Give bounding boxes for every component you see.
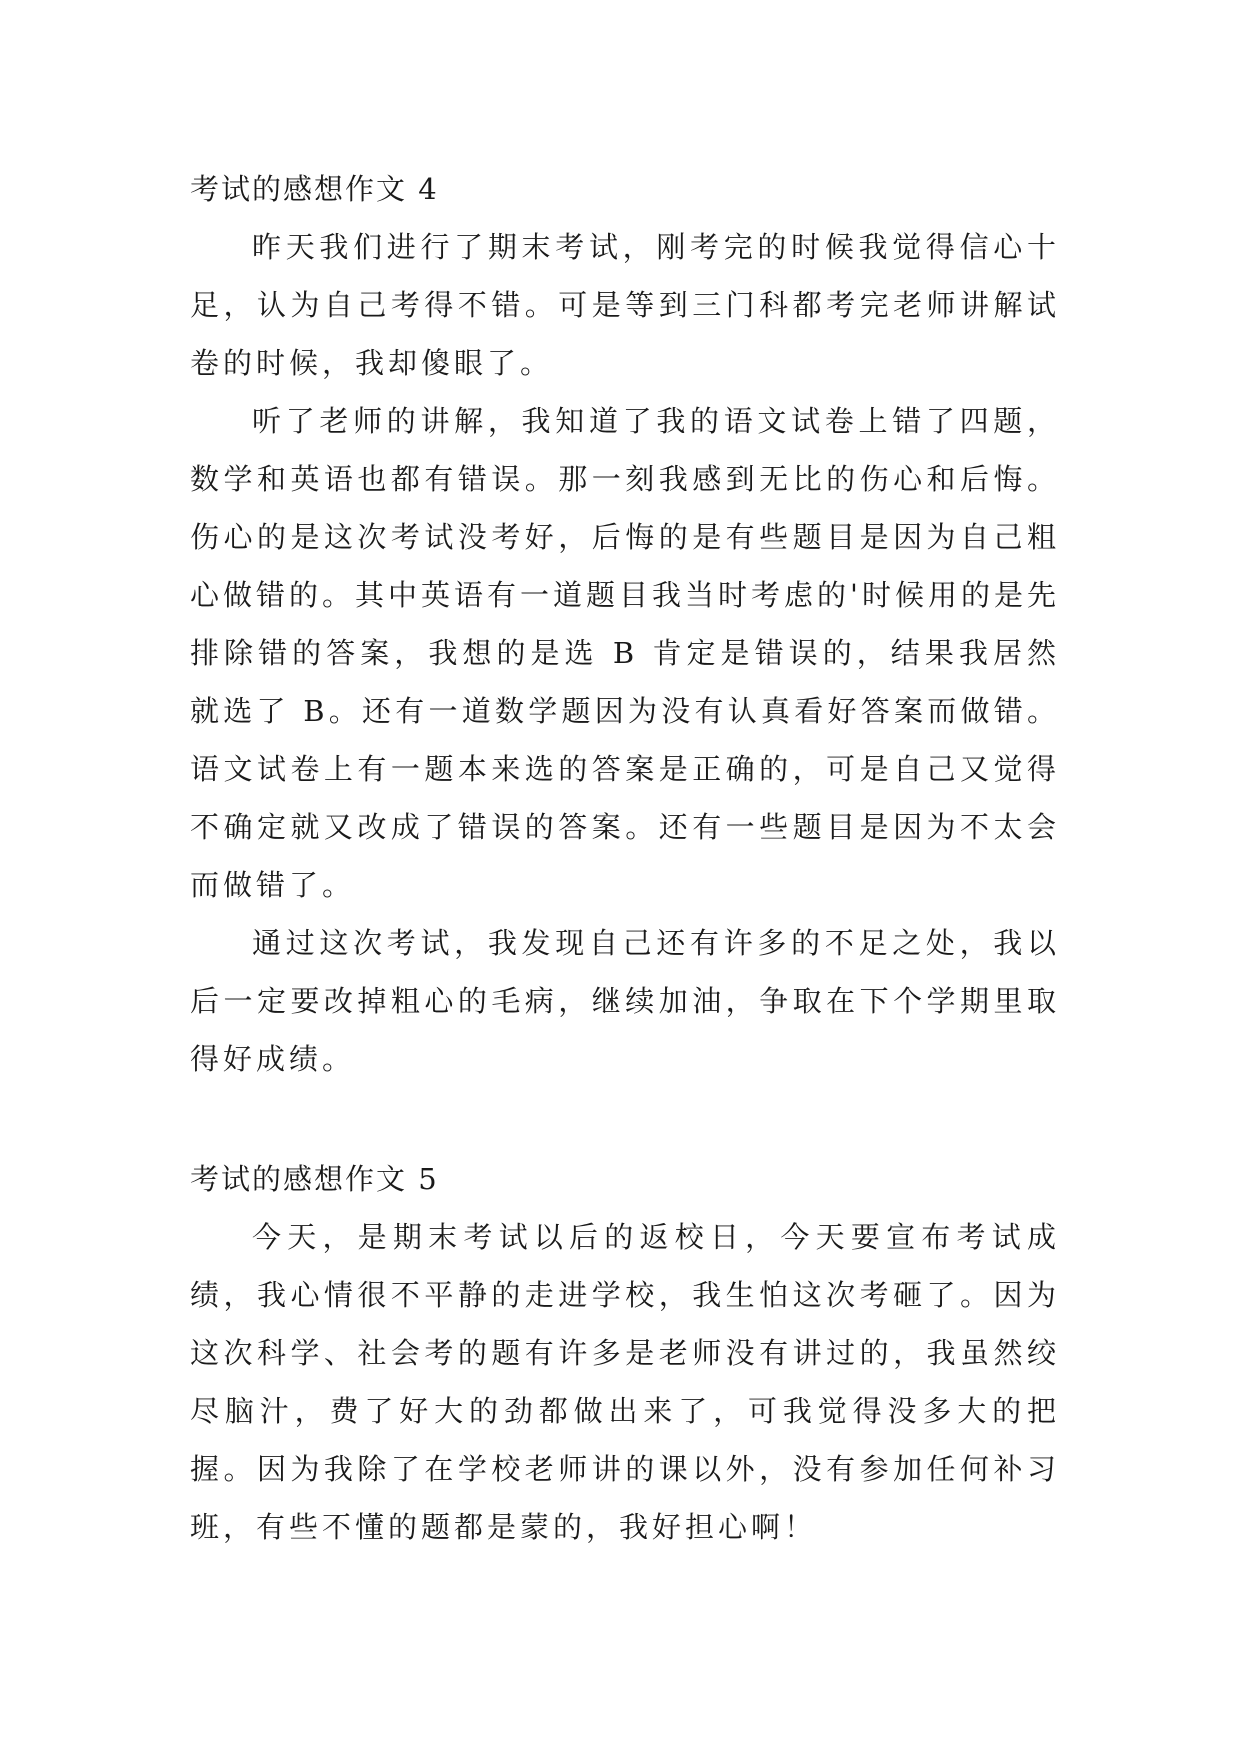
essay-title: 考试的感想作文 4 [190, 172, 439, 206]
essay-5 [190, 1150, 1060, 1556]
paragraph: 昨天我们进行了期末考试，刚考完的时候我觉得信心十足，认为自己考得不错。可是等到三门科都考完老师讲解试卷的时候，我却傻眼了。 [190, 230, 1060, 380]
paragraph: 听了老师的讲解，我知道了我的语文试卷上错了四题，数学和英语也都有错误。那一刻我感到无比的伤心和后悔。伤心的是这次考试没考好，后悔的是有些题目是因为自己粗心做错的。其中英语有一道题目我当时考虑的'时候用的是先排除错的答案，我想的是选 B 肯定是错误的，结果我居然就选了 B。还有一道数学题因为没有认真看好答案而做错。语文试卷上有一题本来选的答案是正确的，可是自己又觉得不确定就又改成了错误的答案。还有一些题目是因为不太会而做错了。 [190, 404, 1060, 902]
paragraph: 通过这次考试，我发现自己还有许多的不足之处，我以后一定要改掉粗心的毛病，继续加油，争取在下个学期里取得好成绩。 [190, 926, 1060, 1076]
essay-4 [190, 160, 1060, 1088]
paragraph: 今天，是期末考试以后的返校日，今天要宣布考试成绩，我心情很不平静的走进学校，我生怕这次考砸了。因为这次科学、社会考的题有许多是老师没有讲过的，我虽然绞尽脑汁，费了好大的劲都做出来了，可我觉得没多大的把握。因为我除了在学校老师讲的课以外，没有参加任何补习班，有些不懂的题都是蒙的，我好担心啊！ [190, 1220, 1060, 1544]
essay-title: 考试的感想作文 5 [190, 1162, 439, 1196]
